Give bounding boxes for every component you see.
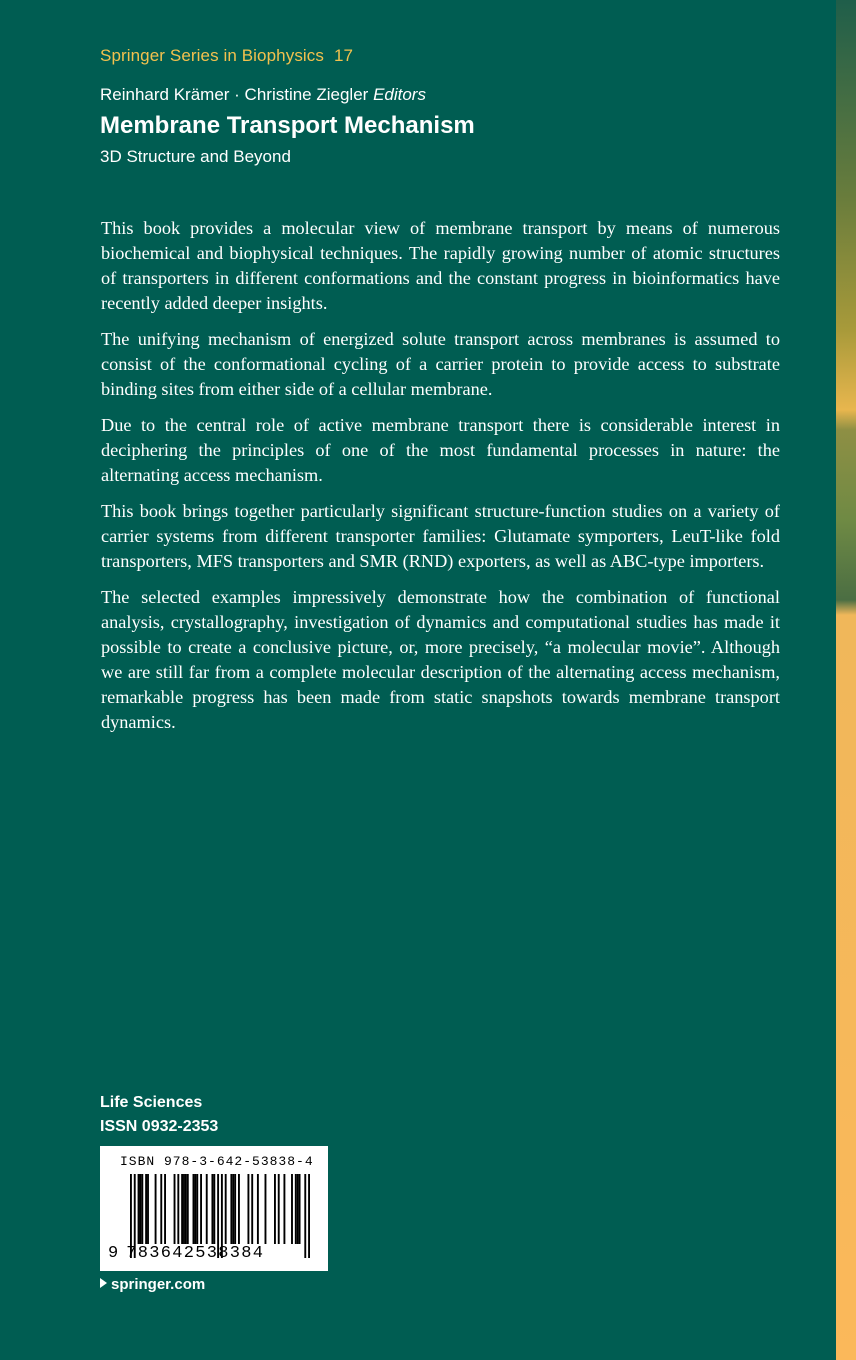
barcode-bar bbox=[200, 1174, 202, 1244]
barcode-bar bbox=[183, 1174, 185, 1244]
barcode-bar bbox=[234, 1174, 236, 1244]
editor-names: Reinhard Krämer · Christine Ziegler bbox=[100, 85, 369, 104]
barcode-bar bbox=[196, 1174, 198, 1244]
spine-edge bbox=[836, 0, 856, 1360]
barcode-bar bbox=[206, 1174, 208, 1244]
barcode-bar bbox=[160, 1174, 162, 1244]
barcode-bar bbox=[251, 1174, 253, 1244]
barcode-bar bbox=[187, 1174, 189, 1244]
arrow-icon bbox=[100, 1278, 107, 1288]
barcode-bar bbox=[155, 1174, 157, 1244]
barcode-bar bbox=[274, 1174, 276, 1244]
book-title: Membrane Transport Mechanism bbox=[100, 112, 475, 139]
barcode-bar bbox=[139, 1174, 141, 1244]
barcode-bar bbox=[181, 1174, 183, 1244]
ean-first-digit: 9 bbox=[108, 1244, 119, 1263]
ean-digits bbox=[108, 1244, 264, 1263]
barcode-bar bbox=[177, 1174, 179, 1244]
blurb-paragraph: This book brings together particularly significant structure-function studies on a variety of carrier systems from different transporter families: Glutamate symporters, LeuT-like fold transporters, MFS transporters and SMR (RND) exporters, as well as ABC-type importers. bbox=[101, 501, 780, 571]
barcode-bar bbox=[230, 1174, 232, 1244]
blurb-paragraph: The selected examples impressively demonstrate how the combination of functional analysis, crystallography, investigation of dynamics and computational studies has made it possible to create a conclusive picture, or, more precisely, “a molecular movie”. Although we are still far from a complete molecular description of the alternating access mechanism, remarkable progress has been made from static snapshots towards membrane transport dynamics. bbox=[101, 587, 780, 732]
barcode-bar bbox=[147, 1174, 149, 1244]
barcode-bar bbox=[291, 1174, 293, 1244]
barcode-bar bbox=[283, 1174, 285, 1244]
series-name: Springer Series in Biophysics bbox=[100, 46, 324, 65]
barcode-bar bbox=[308, 1174, 310, 1258]
blurb-paragraph: This book provides a molecular view of membrane transport by means of numerous biochemical and biophysical techniques. The rapidly growing number of atomic structures of transporters in different conformations and the constant progress in bioinformatics have recently added deeper insights. bbox=[101, 218, 780, 313]
barcode-bar bbox=[211, 1174, 213, 1244]
barcode-bar bbox=[194, 1174, 196, 1244]
barcode-bar bbox=[265, 1174, 267, 1244]
ean-digit-groups: 783642538384 bbox=[126, 1244, 265, 1263]
barcode-bar bbox=[213, 1174, 215, 1244]
barcode-bar bbox=[225, 1174, 227, 1244]
barcode-bar bbox=[238, 1174, 240, 1244]
website-link[interactable] bbox=[100, 1276, 205, 1293]
barcode-bar bbox=[141, 1174, 143, 1244]
barcode-bar bbox=[295, 1174, 297, 1244]
series-line bbox=[100, 46, 353, 66]
barcode-bar bbox=[247, 1174, 249, 1244]
blurb bbox=[101, 216, 780, 746]
isbn-text: ISBN 978-3-642-53838-4 bbox=[120, 1154, 314, 1169]
barcode-bar bbox=[185, 1174, 187, 1244]
barcode-bar bbox=[138, 1174, 140, 1244]
editors-role: Editors bbox=[373, 85, 426, 104]
subject-category: Life Sciences bbox=[100, 1094, 203, 1111]
barcode-bar bbox=[164, 1174, 166, 1244]
barcode-bar bbox=[174, 1174, 176, 1244]
isbn-barcode bbox=[100, 1146, 328, 1271]
barcode-bar bbox=[278, 1174, 280, 1244]
barcode-bar bbox=[299, 1174, 301, 1244]
barcode-bar bbox=[257, 1174, 259, 1244]
editors-line bbox=[100, 85, 426, 105]
issn: ISSN 0932-2353 bbox=[100, 1118, 219, 1135]
barcode-bar bbox=[304, 1174, 306, 1258]
barcode-bar bbox=[145, 1174, 147, 1244]
barcode-bar bbox=[297, 1174, 299, 1244]
series-number: 17 bbox=[334, 46, 354, 65]
blurb-paragraph: Due to the central role of active membrane transport there is considerable interest in deciphering the principles of one of the most fundamental processes in nature: the alternating access mechanism. bbox=[101, 415, 780, 485]
barcode-bar bbox=[193, 1174, 195, 1244]
website-label: springer.com bbox=[111, 1276, 206, 1293]
blurb-paragraph: The unifying mechanism of energized solute transport across membranes is assumed to consist of the conformational cycling of a carrier protein to provide access to substrate binding sites from either side of a cellular membrane. bbox=[101, 329, 780, 399]
barcode-bar bbox=[232, 1174, 234, 1244]
book-subtitle: 3D Structure and Beyond bbox=[100, 147, 291, 166]
